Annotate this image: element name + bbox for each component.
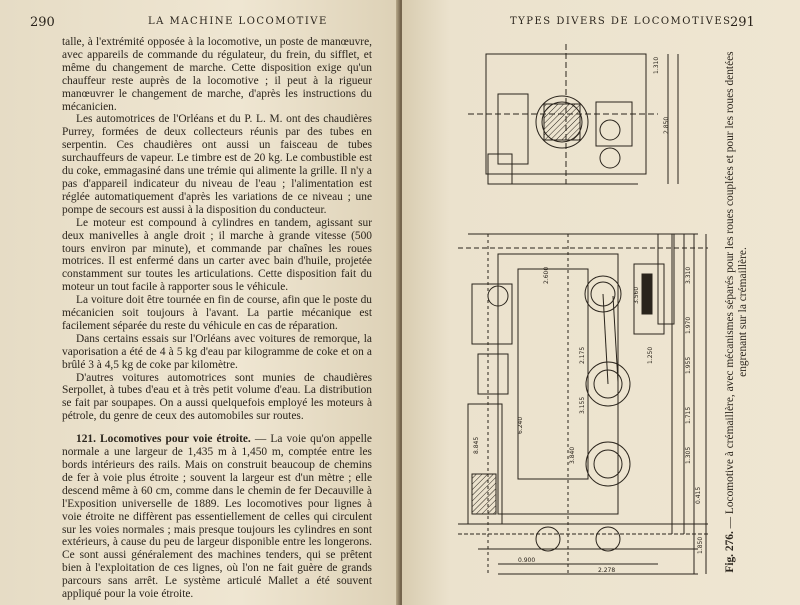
dimension-label: 6.240 xyxy=(517,416,524,434)
end-elevation-view xyxy=(468,44,678,184)
section-number: 121. xyxy=(76,433,96,446)
dimension-label: 2.850 xyxy=(663,116,670,134)
dimension-label: 2.175 xyxy=(579,346,586,364)
left-page-number: 290 xyxy=(30,15,55,30)
dimension-label: 1.305 xyxy=(685,446,692,464)
section-text: — La voie qu'on appelle normale a une largeur de 1,435 m à 1,450 m, comptée entre les bords intérieurs des rails. Mais on construit beaucoup de chemins de fer à voie plus étroite ; souvent la largeur est d'un mètre ; elle descend même à 60 cm, comme dans le chemin de fer Decauville à l'Exposition universelle de 1889. Les locomotives pour lignes à voie étroite ne diffèrent pas essentiellement de celles qui circulent sur les voies normales ; mais presque toujours les cylindres en sont extérieurs, à cause du peu de largeur disponible entre les longerons. Ce sont aussi généralement des machines tenders, qui se prêtent bien à l'exploitation de ces lignes, où l'on ne fait guère de grands parcours sans arrêt. Le système articulé Mallet a été souvent appliqué pour la voie étroite. xyxy=(62,433,372,601)
dimension-label: 1.850 xyxy=(697,536,704,554)
dimension-label: 1.970 xyxy=(685,316,692,334)
paragraph: talle, à l'extrémité opposée à la locomotive, un poste de manœuvre, avec appareils de commande du régulateur, du frein, du sifflet, et même du changement de marche. Cette disposition exige qu'un chauffeur reste auprès de la locomotive ; il peut à la rigueur manœuvrer le changement de marche, d'après les instructions du mécanicien. xyxy=(62,36,372,113)
section-title: Locomotives pour voie étroite. xyxy=(100,433,251,446)
dimension-label: 0.900 xyxy=(518,557,536,564)
dimension-label: 0.415 xyxy=(695,486,702,504)
locomotive-drawing xyxy=(458,34,720,578)
paragraph: Les automotrices de l'Orléans et du P. L. M. ont des chaudières Purrey, formées de deux collecteurs réunis par des tubes en serpentin. Ces chaudières ont aussi un faisceau de tubes surchauffeurs de vapeur. Le timbre est de 20 kg. Le combustible est du coke, emmagasiné dans une trémie qui alimente la grille. Il n'y a pas d'appareil indicateur du niveau de l'eau ; l'alimentation est réglée automatiquement d'après les variations de ce niveau ; une pompe de secours est aussi à la disposition du conducteur. xyxy=(62,113,372,216)
figure-caption-text: — Locomotive à crémaillère, avec mécanismes séparés pour les roues couplées et pour les roues dentées engrenant sur la crémaillère. xyxy=(724,51,749,532)
dimension-label: 1.715 xyxy=(685,406,692,424)
dimension-label: 2.278 xyxy=(598,567,616,574)
section-121 xyxy=(62,433,372,601)
dimension-label: 3.310 xyxy=(685,266,692,284)
dimension-label: 1.955 xyxy=(685,356,692,374)
figure-number: Fig. 276. xyxy=(724,531,736,573)
paragraph: La voiture doit être tournée en fin de course, afin que le poste du mécanicien soit toujours à l'avant. La partie mécanique est facilement séparée du reste du véhicule en cas de réparation. xyxy=(62,294,372,332)
left-page-body xyxy=(62,36,372,601)
figure-caption xyxy=(724,42,750,582)
dimension-label: 3.155 xyxy=(579,396,586,414)
dimension-label: 1.310 xyxy=(653,56,660,74)
dimension-label: 3.560 xyxy=(633,286,640,304)
paragraph: D'autres voitures automotrices sont munies de chaudières Serpollet, à tubes d'eau et à très petit volume d'eau. La distribution se fait par soupapes. On a aussi quelquefois employé les moteurs à pétrole, du genre de ceux des automobiles sur routes. xyxy=(62,371,372,423)
right-page-number: 291 xyxy=(730,15,755,30)
dimension-label: 3.840 xyxy=(569,446,576,464)
paragraph: Dans certains essais sur l'Orléans avec voitures de remorque, la vaporisation a été de 4 à 5 kg d'eau par kilogramme de coke et on a brûlé 3 à 4,5 kg de coke par kilomètre. xyxy=(62,332,372,371)
left-running-head: LA MACHINE LOCOMOTIVE xyxy=(148,16,328,27)
dimension-label: 8.845 xyxy=(473,436,480,454)
dimension-label: 2.600 xyxy=(543,266,550,284)
dimension-label: 1.250 xyxy=(647,346,654,364)
paragraph: Le moteur est compound à cylindres en tandem, agissant sur deux manivelles à angle droit ; il marche à grande vitesse (500 tours environ par minute), et commande par chaînes les roues motrices. Il est enfermé dans un carter avec bain d'huile, projetée constamment sur toutes les articulations. Cette disposition fait du moteur un tout facile à rapporter sous le véhicule. xyxy=(62,216,372,294)
right-running-head: TYPES DIVERS DE LOCOMOTIVES xyxy=(510,16,732,27)
